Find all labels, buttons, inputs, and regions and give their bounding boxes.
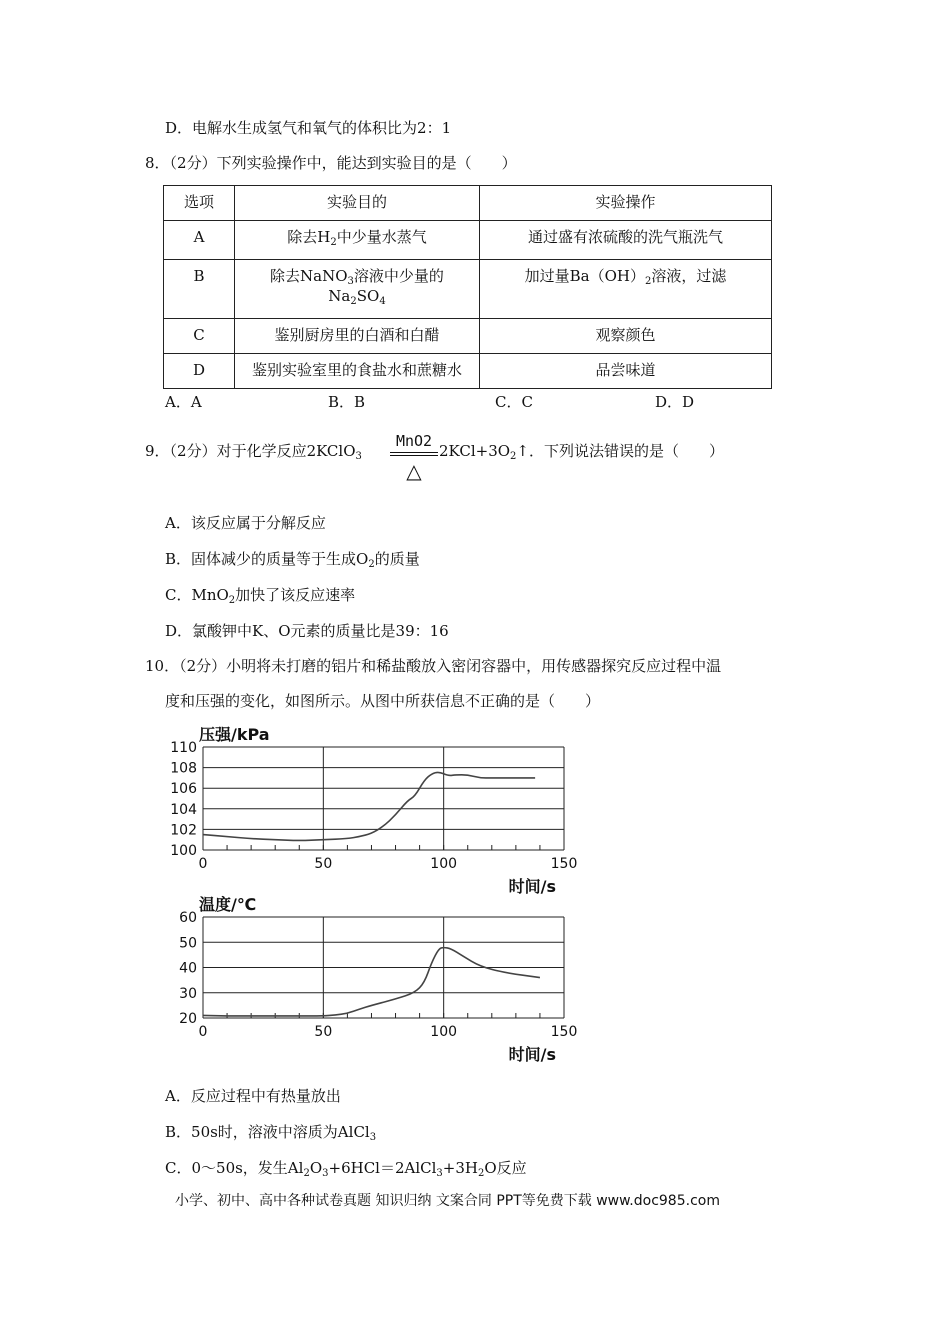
q9-option-c: C．MnO$_2$加快了该反应速率 — [165, 586, 356, 606]
row-c-operation: 观察颜色 — [480, 319, 772, 354]
y-tick-label: 40 — [179, 960, 197, 977]
q8-option-a: A．A — [165, 393, 202, 411]
y-tick-label: 50 — [179, 935, 197, 952]
row-b-operation: 加过量$Ba(OH)_2$溶液，过滤 — [480, 260, 772, 319]
y-axis-label: 温度/℃ — [199, 895, 257, 914]
row-d-goal: 鉴别实验室里的食盐水和蔗糖水 — [235, 354, 480, 389]
q10-option-c: C．0～50s，发生$Al_2O_3+6HCl=2AlCl_3+3H_2O$反应 — [165, 1159, 527, 1179]
q8-option-d: D．D — [655, 393, 695, 411]
y-tick-label: 20 — [179, 1011, 197, 1027]
x-tick-label: 0 — [198, 856, 208, 872]
catalyst-label: MnO2 — [395, 432, 433, 450]
y-tick-label: 110 — [170, 740, 197, 756]
reaction-bar-bottom — [390, 455, 438, 456]
x-tick-label: 150 — [550, 856, 578, 872]
q10-charts — [160, 720, 600, 1080]
table-header-row — [164, 186, 772, 221]
q9-option-b: B．固体减少的质量等于生成$O_2$的质量 — [165, 550, 420, 570]
series-line — [203, 772, 535, 840]
x-tick-label: 100 — [430, 856, 458, 872]
pressure-chart — [170, 725, 577, 896]
reaction-condition — [390, 432, 438, 486]
x-tick-label: 0 — [198, 1024, 208, 1040]
table-row — [164, 260, 772, 319]
y-tick-label: 100 — [170, 843, 197, 859]
q9-stem-end: $2KCl+3O_2↑$．下列说法错误的是（ ） — [439, 442, 724, 462]
y-tick-label: 60 — [179, 910, 197, 926]
q7-option-d: D．电解水生成氢气和氧气的体积比为2：1 — [165, 119, 452, 137]
y-tick-label: 104 — [170, 801, 197, 818]
y-tick-label: 30 — [179, 985, 197, 1002]
y-axis-label: 压强/kPa — [199, 725, 270, 744]
q8-option-c: C．C — [495, 393, 533, 411]
x-tick-label: 100 — [430, 1024, 458, 1040]
q9-option-a: A．该反应属于分解反应 — [165, 514, 326, 532]
table-row — [164, 221, 772, 260]
temperature-chart — [179, 895, 577, 1064]
page-footer: 小学、初中、高中各种试卷真题 知识归纳 文案合同 PPT等免费下载 www.doc985.com — [175, 1193, 720, 1209]
x-tick-label: 50 — [314, 856, 333, 872]
row-b-option: B — [164, 260, 235, 319]
series-line — [203, 948, 540, 1016]
row-d-operation: 品尝味道 — [480, 354, 772, 389]
q10-stem-line2: 度和压强的变化，如图所示。从图中所获信息不正确的是（ ） — [165, 692, 601, 710]
row-d-option: D — [164, 354, 235, 389]
x-axis-label: 时间/s — [508, 877, 556, 896]
y-tick-label: 102 — [170, 822, 197, 839]
header-goal: 实验目的 — [235, 186, 480, 221]
q9-option-d: D．氯酸钾中K、O元素的质量比是39：16 — [165, 622, 449, 640]
row-b-goal: 除去NaNO$_3$溶液中少量的 $Na_2SO_4$ — [235, 260, 480, 319]
q9-stem-start: 9．（2分）对于化学反应2KClO$_3$ — [145, 442, 362, 462]
q8-option-b: B．B — [328, 393, 366, 411]
header-option: 选项 — [164, 186, 235, 221]
header-operation: 实验操作 — [480, 186, 772, 221]
x-tick-label: 150 — [550, 1024, 578, 1040]
q10-option-b: B．50s时，溶液中溶质为AlCl$_3$ — [165, 1123, 377, 1143]
row-c-goal: 鉴别厨房里的白酒和白醋 — [235, 319, 480, 354]
q10-option-a: A．反应过程中有热量放出 — [165, 1087, 341, 1105]
row-a-operation: 通过盛有浓硫酸的洗气瓶洗气 — [480, 221, 772, 260]
q8-stem: 8．（2分）下列实验操作中，能达到实验目的是（ ） — [145, 154, 517, 172]
row-c-option: C — [164, 319, 235, 354]
table-row — [164, 319, 772, 354]
reaction-bar-top — [390, 452, 438, 453]
y-tick-label: 108 — [170, 760, 197, 777]
x-axis-label: 时间/s — [508, 1045, 556, 1064]
row-a-option: A — [164, 221, 235, 260]
q10-stem-line1: 10．（2分）小明将未打磨的铝片和稀盐酸放入密闭容器中，用传感器探究反应过程中温 — [145, 657, 722, 675]
y-tick-label: 106 — [170, 781, 197, 798]
x-tick-label: 50 — [314, 1024, 333, 1040]
heat-symbol: △ — [406, 459, 422, 483]
row-a-goal: 除去$H_2$中少量水蒸气 — [235, 221, 480, 260]
table-row — [164, 354, 772, 389]
q8-table — [163, 185, 772, 389]
